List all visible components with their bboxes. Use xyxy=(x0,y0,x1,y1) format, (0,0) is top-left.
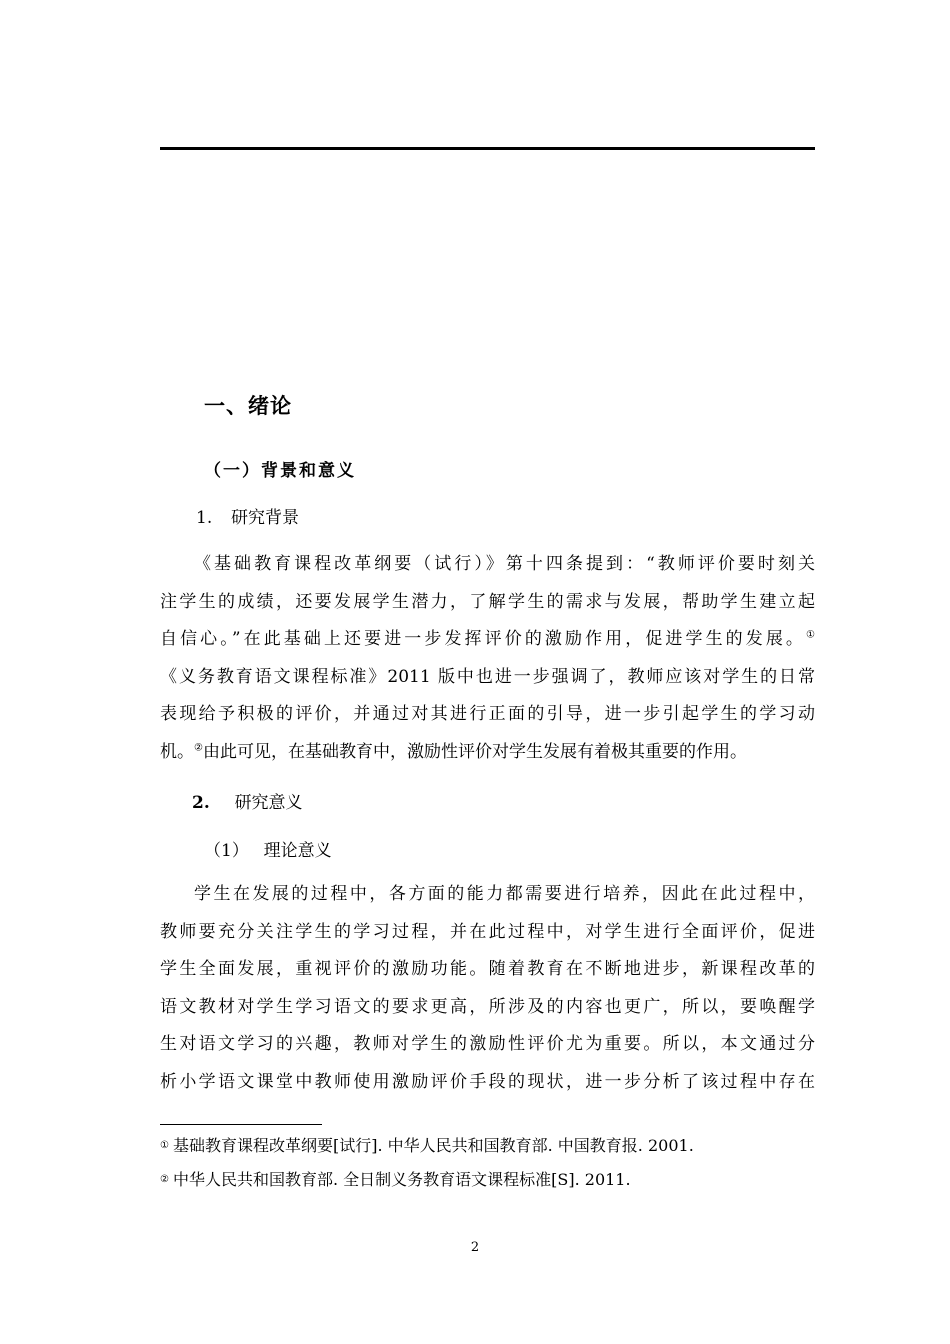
paragraph-line-with-note xyxy=(160,734,815,772)
footnote-2 xyxy=(160,1167,631,1190)
subheading-number: 2. xyxy=(192,793,210,813)
paragraph-line: 表现给予积极的评价，并通过对其进行正面的引导，进一步引起学生的学习动 xyxy=(160,704,815,724)
footnote-text: 基础教育课程改革纲要[试行]. 中华人民共和国教育部. 中国教育报. 2001. xyxy=(172,1136,694,1155)
subheading-research-significance xyxy=(192,788,303,813)
paragraph-line-text: 机。 xyxy=(160,741,194,762)
footnote-mark: ① xyxy=(160,1140,169,1151)
footnote-ref-2: ② xyxy=(194,741,203,753)
subheading-number: 1. xyxy=(196,508,213,528)
footnote-separator xyxy=(160,1124,322,1125)
paragraph-line: 语文教材对学生学习语文的要求更高，所涉及的内容也更广，所以，要唤醒学 xyxy=(160,996,815,1017)
subheading-title: 研究背景 xyxy=(231,508,300,528)
paragraph-background xyxy=(160,546,815,771)
paragraph-line: 《基础教育课程改革纲要（试行）》第十四条提到：“教师评价要时刻关 xyxy=(194,554,815,574)
subheading-title: 理论意义 xyxy=(263,841,332,861)
paragraph-line: 学生在发展的过程中，各方面的能力都需要进行培养，因此在此过程中， xyxy=(194,884,815,904)
footnote-1 xyxy=(160,1133,694,1156)
subheading-research-background xyxy=(196,503,299,528)
paragraph-line: 注学生的成绩，还要发展学生潜力，了解学生的需求与发展，帮助学生建立起 xyxy=(160,591,815,612)
paragraph-line: 析小学语文课堂中教师使用激励评价手段的现状，进一步分析了该过程中存在 xyxy=(160,1071,815,1092)
paragraph-theory xyxy=(160,876,815,1101)
paragraph-line: 教师要充分关注学生的学习过程，并在此过程中，对学生进行全面评价，促进 xyxy=(160,921,815,942)
subheading-title: 研究意义 xyxy=(234,793,303,813)
footnote-ref-1: ① xyxy=(806,629,815,641)
footnote-text: 中华人民共和国教育部. 全日制义务教育语文课程标准[S]. 2011. xyxy=(172,1170,631,1189)
subheading-theoretical-significance xyxy=(204,836,332,861)
paragraph-line-with-note xyxy=(160,621,815,659)
section-heading: （一）背景和意义 xyxy=(204,461,356,481)
paragraph-line-text: 自信心。”在此基础上还要进一步发挥评价的激励作用，促进学生的发展。 xyxy=(160,629,807,649)
page-number: 2 xyxy=(470,1240,480,1255)
footnote-mark: ② xyxy=(160,1174,169,1185)
header-rule xyxy=(160,147,815,150)
subheading-number: （1） xyxy=(204,841,249,861)
chapter-heading: 一、绪论 xyxy=(204,394,292,418)
paragraph-line-text: 由此可见，在基础教育中，激励性评价对学生发展有着极其重要的作用。 xyxy=(202,741,747,762)
paragraph-line: 学生全面发展，重视评价的激励功能。随着教育在不断地进步，新课程改革的 xyxy=(160,959,815,979)
paragraph-line: 生对语文学习的兴趣，教师对学生的激励性评价尤为重要。所以，本文通过分 xyxy=(160,1034,815,1054)
paragraph-line: 《义务教育语文课程标准》2011 版中也进一步强调了，教师应该对学生的日常 xyxy=(160,666,815,687)
